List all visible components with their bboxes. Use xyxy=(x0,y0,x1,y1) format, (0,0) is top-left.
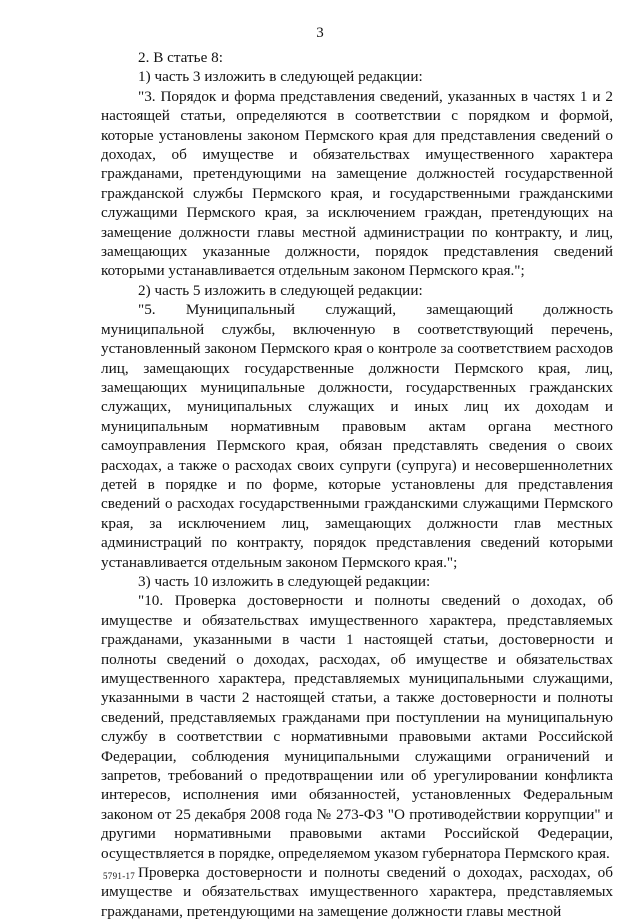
paragraph-part-5-intro: 2) часть 5 изложить в следующей редакции: xyxy=(138,281,423,299)
paragraph-part-3-text: "3. Порядок и форма представления сведений, указанных в частях 1 и 2 настоящей статьи, определяются в соответствии с порядком и формой, которые установлены законом Пермского края для представления сведений о доходах, об имуществе и обязательствах имущественного характера гражданами, претендующими на замещение должностей государственной гражданской службы Пермского края, и государственными гражданскими служащими Пермского края, за исключением граждан, претендующих на замещение должности главы местной администрации по контракту, и лиц, замещающих указанные должности, порядок представления сведений которыми устанавливается отдельным законом Пермского края."; xyxy=(101,87,613,280)
paragraph-part-10-intro: 3) часть 10 изложить в следующей редакции: xyxy=(138,572,431,590)
page-number: 3 xyxy=(316,25,324,41)
paragraph-part-10-text: "10. Проверка достоверности и полноты сведений о доходах, об имуществе и обязательствах имущественного характера, представляемых гражданами, указанными в части 1 настоящей статьи, достоверности и полноты сведений о доходах, расходах, об имуществе и обязательствах имущественного характера, представляемых муниципальными служащими, указанными в части 2 настоящей статьи, а также достоверности и полноты сведений, представляемых гражданами при поступлении на муниципальную службу в соответствии с нормативными правовыми актами Российской Федерации, соблюдения муниципальными служащими ограничений и запретов, требований о предотвращении или об урегулировании конфликта интересов, исполнения ими обязанностей, установленных Федеральным законом от 25 декабря 2008 года № 273-ФЗ "О противодействии коррупции" и другими нормативными правовыми актами Российской Федерации, осуществляется в порядке, определяемом указом губернатора Пермского края. xyxy=(101,592,613,862)
paragraph-verification-continued: Проверка достоверности и полноты сведений о доходах, расходах, об имуществе и обязательствах имущественного характера, представляемых гражданами, претендующими на замещение должности главы местной xyxy=(101,864,613,920)
document-code: 5791-17 xyxy=(103,871,136,881)
paragraph-part-3-intro: 1) часть 3 изложить в следующей редакции: xyxy=(138,68,423,86)
paragraph-part-5-text: "5. Муниципальный служащий, замещающий должность муниципальной службы, включенную в соответствующий перечень, установленный законом Пермского края о контроле за соответствием расходов лиц, замещающих государственные должности Пермского края, лиц, замещающих муниципальные должности, государственных гражданских служащих, муниципальных служащих и иных лиц их доходам и муниципальным нормативным правовым актам органа местного самоуправления Пермского края, обязан представлять сведения о своих расходах, а также о расходах своих супруги (супруга) и несовершеннолетних детей в порядке и по форме, которые установлены для представления сведений о расходах государственными гражданскими служащими Пермского края, за исключением лиц, замещающих должности глав местных администраций по контракту, порядок представления сведений которыми устанавливается отдельным законом Пермского края."; xyxy=(101,301,613,571)
paragraph-article-8-heading: 2. В статье 8: xyxy=(138,49,223,66)
document-body xyxy=(101,48,613,921)
